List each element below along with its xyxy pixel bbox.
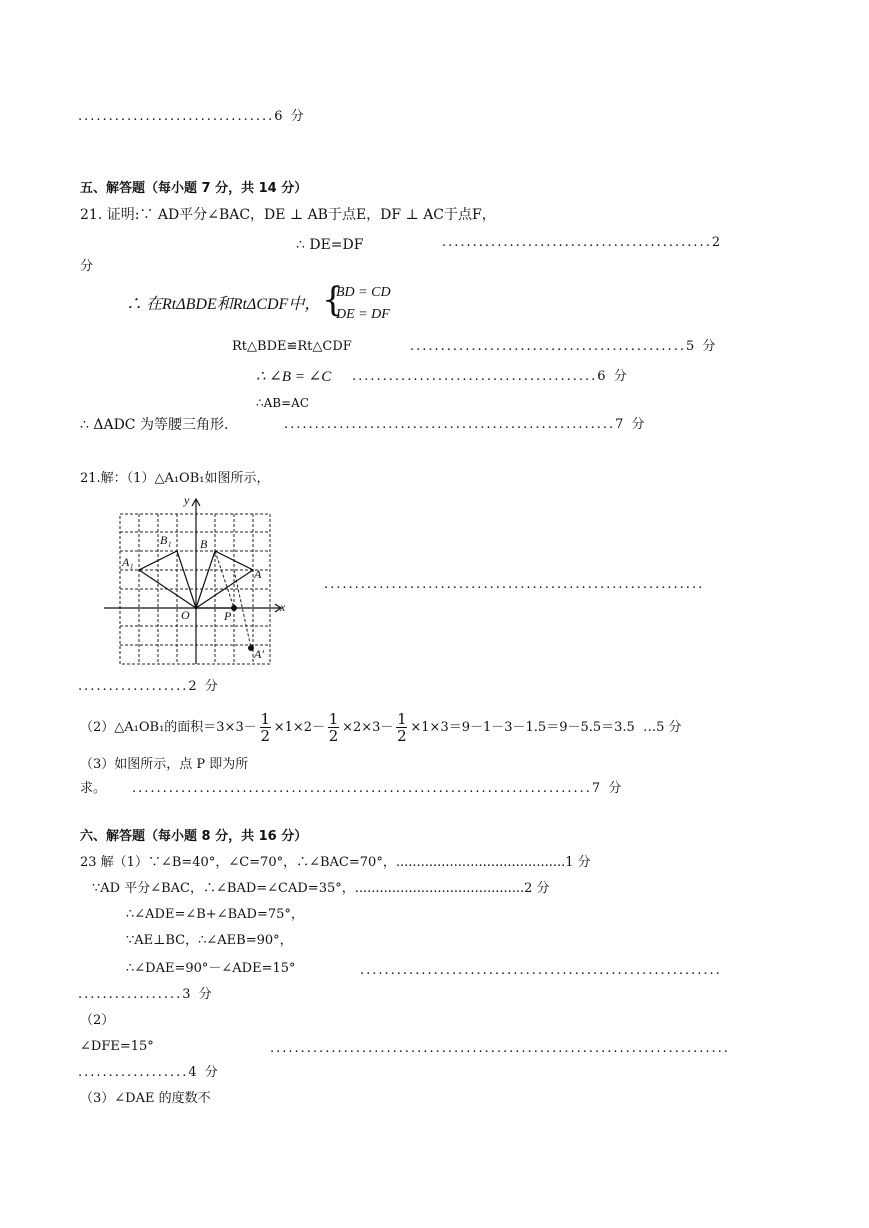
q22-part3-score: ...........................................................................7 分 [132,781,624,796]
q21-step4-score: ........................................6 分 [352,369,629,384]
axis-label-y: y [184,493,190,507]
q23-step5: ∴∠DAE=90°－∠ADE=15° [126,961,296,976]
q22-part1: 21.解：（1）△A₁OB₁如图所示， [80,471,270,486]
fraction-half: $\frac{1}{2}$ [260,710,270,745]
coordinate-grid-figure [104,492,294,672]
q21-intro: 21. 证明:∵ AD平分∠BAC，DE ⊥ AB于点E，DF ⊥ AC于点F， [80,207,496,223]
q22-part2-start: （2）△A₁OB₁的面积＝3×3－ [80,720,257,735]
q23-part2: ∠DFE=15° [80,1039,154,1054]
label-origin: O [181,608,190,622]
label-p: P [224,609,232,623]
q22-part1-dots: .............................................................. [324,577,705,592]
fraction-half: $\frac{1}{2}$ [328,710,339,745]
q21-conclusion: ∴ ΔADC 为等腰三角形. [80,417,229,433]
system-eq2: DE = DF [336,307,390,322]
section-5-heading: 五、解答题（每小题 7 分，共 14 分） [80,181,308,196]
q23-step3: ∴∠ADE=∠B+∠BAD=75°， [126,907,304,922]
q21-step3-score: .............................................5 分 [410,339,718,354]
q21-step1-unit: 分 [80,259,94,274]
q22-part2 [80,706,682,750]
system-brace: { [322,280,344,320]
q21-step1-score: ............................................2 [442,235,723,250]
q22-part2-mid3: ×1×3＝9－1－3－1.5＝9－5.5＝3.5 [410,720,635,735]
score-line: ................................6 分 [78,109,306,124]
q23-step2: ∵AD 平分∠BAC，∴∠BAD=∠CAD=35°，.........................................2 分 [92,881,550,896]
q22-part2-mid1: ×1×2－ [273,720,326,735]
section-6-heading: 六、解答题（每小题 8 分，共 16 分） [80,829,308,844]
q21-step3: Rt△BDE≌Rt△CDF [232,339,352,354]
q21-step1: ∴ DE=DF [296,237,364,253]
label-a: A [254,567,262,581]
q21-conclusion-score: ......................................................7 分 [284,417,647,432]
label-a-prime: A′ [254,647,264,661]
q23-part1-score: .................3 分 [78,987,214,1002]
q23-part2-label: （2） [80,1013,115,1028]
q22-part2-mid2: ×2×3－ [342,720,394,735]
q22-part1-score: ..................2 分 [78,679,220,694]
q21-step5: ∴AB=AC [256,396,310,410]
q22-part3-end: 求。 [80,781,107,796]
q22-part2-score: …5 分 [643,720,682,735]
fraction-half: $\frac{1}{2}$ [397,710,407,745]
q23-step4: ∵AE⊥BC，∴∠AEB=90°， [126,933,293,948]
system-eq1: BD = CD [336,285,391,300]
q23-step5-dots: ........................................................... [360,963,722,978]
q22-part3: （3）如图所示，点 P 即为所 [80,757,249,772]
label-b1: B₁ [160,533,172,547]
label-a1: A₁ [122,555,134,569]
axis-label-x: x [280,600,286,614]
q21-step4: ∴ ∠B = ∠C [256,369,332,385]
q21-step2: ∴ 在RtΔBDE和RtΔCDF中， [126,296,321,313]
q23-part2-dots: ........................................................................... [270,1041,730,1056]
q23-part3: （3）∠DAE 的度数不 [80,1091,211,1106]
q23-part1: 23 解（1）∵∠B=40°，∠C=70°，∴∠BAC=70°，.........................................1 分 [80,855,591,870]
q23-part2-score: ..................4 分 [78,1065,220,1080]
label-b: B [200,537,208,551]
